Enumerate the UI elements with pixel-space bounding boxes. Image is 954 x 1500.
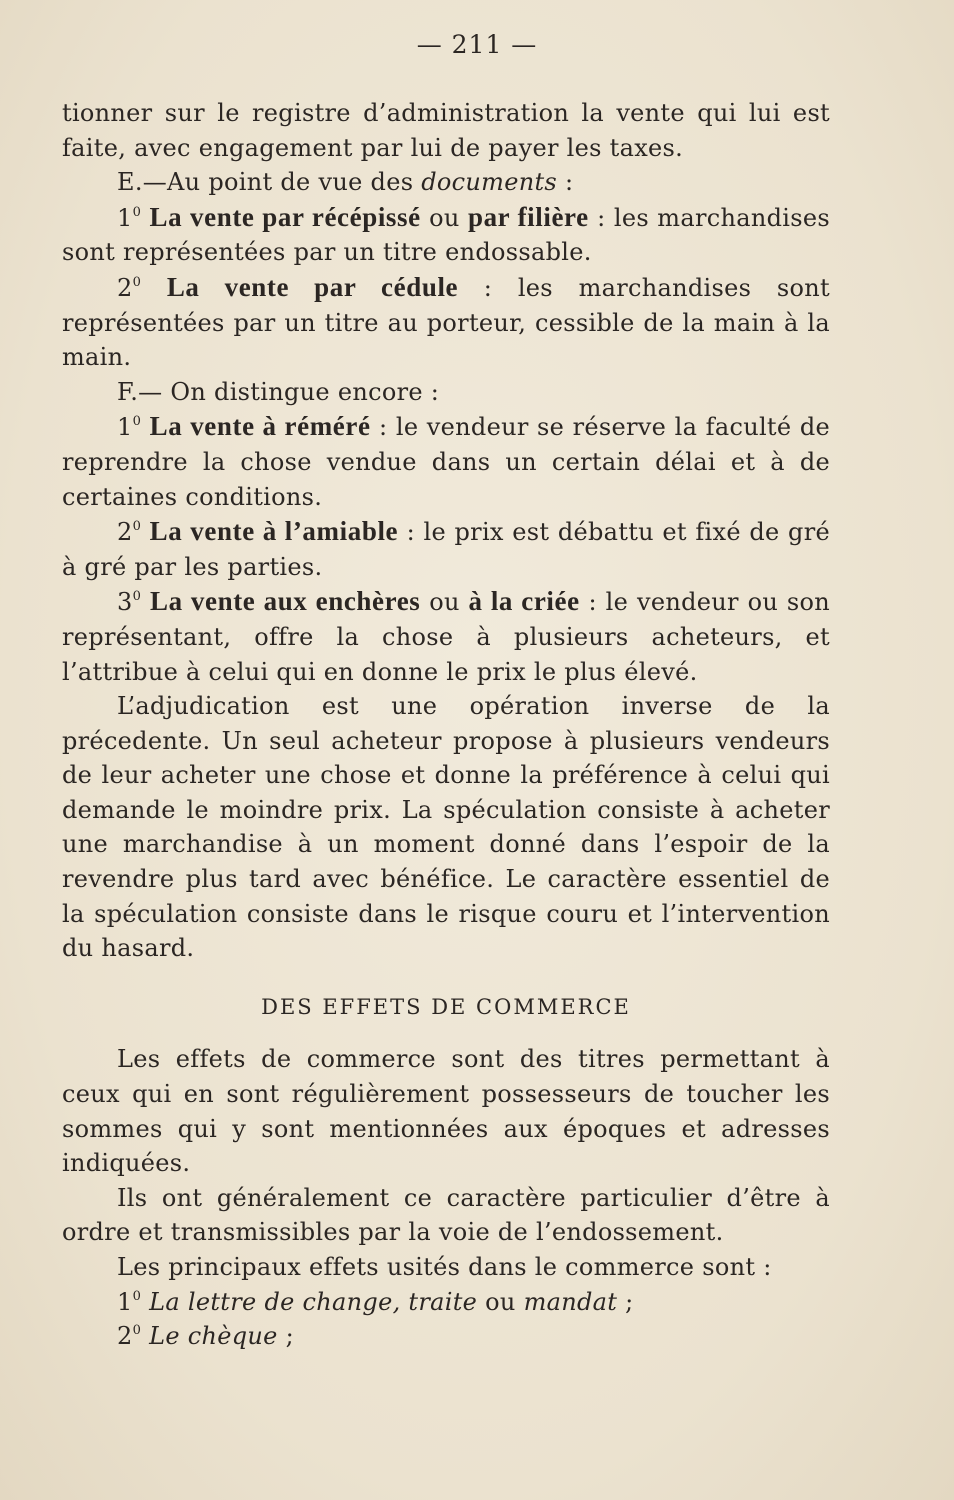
list-item-lettre-de-change: $1^0$ La lettre de change, traite ou mandat ; xyxy=(117,1287,634,1316)
paragraph-vente-cedule: $2^0$ La vente par cédule : les marchandises sont représentées par un titre au porteur, cessible de la main à la main. xyxy=(62,271,830,372)
list-item-cheque: $2^0$ Le chèque ; xyxy=(117,1322,295,1351)
section-heading: DES EFFETS DE COMMERCE xyxy=(261,994,631,1019)
paragraph-effets-caractere: Ils ont généralement ce caractère particulier d’être à ordre et transmissibles par la voie de l’endossement. xyxy=(62,1183,830,1247)
paragraph-effets-definition: Les effets de commerce sont des titres permettant à ceux qui en sont régulièrement possesseurs de toucher les sommes qui y sont mentionnées aux époques et adresses indiquées. xyxy=(62,1045,830,1178)
paragraph-section-f: F.— On distingue encore : xyxy=(117,377,440,406)
paragraph-vente-encheres: $3^0$ La vente aux enchères ou à la criée : le vendeur ou son représentant, offre la chose à plusieurs acheteurs, et l’attribue à celui qui en donne le prix le plus élevé. xyxy=(62,586,831,686)
page-body xyxy=(62,96,830,1354)
paragraph-adjudication: L’adjudication est une opération inverse de la précedente. Un seul acheteur propose à plusieurs vendeurs de leur acheter une chose et donne la préférence à celui qui demande le moindre prix. La spéculation consiste à acheter une marchandise à un moment donné dans l’espoir de la revendre plus tard avec bénéfice. Le caractère essentiel de la spéculation consiste dans le risque couru et l’intervention du hasard. xyxy=(62,692,830,963)
paragraph-vente-remere: $1^0$ La vente à réméré : le vendeur se réserve la faculté de reprendre la chose vendue dans un certain délai et à de certaines conditions. xyxy=(62,411,830,511)
paragraph-vente-recepisse: $1^0$ La vente par récépissé ou par filière : les marchandises sont représentées par un titre endossable. xyxy=(62,201,830,267)
paragraph-effets-principaux: Les principaux effets usités dans le commerce sont : xyxy=(117,1253,772,1281)
page-number: — 211 — xyxy=(416,30,538,59)
paragraph-continuation: tionner sur le registre d’administration la vente qui lui est faite, avec engagement par lui de payer les taxes. xyxy=(62,99,830,162)
paragraph-vente-amiable: $2^0$ La vente à l’amiable : le prix est débattu et fixé de gré à gré par les parties. xyxy=(62,516,830,581)
paragraph-section-e: E.—Au point de vue des documents : xyxy=(117,168,574,197)
